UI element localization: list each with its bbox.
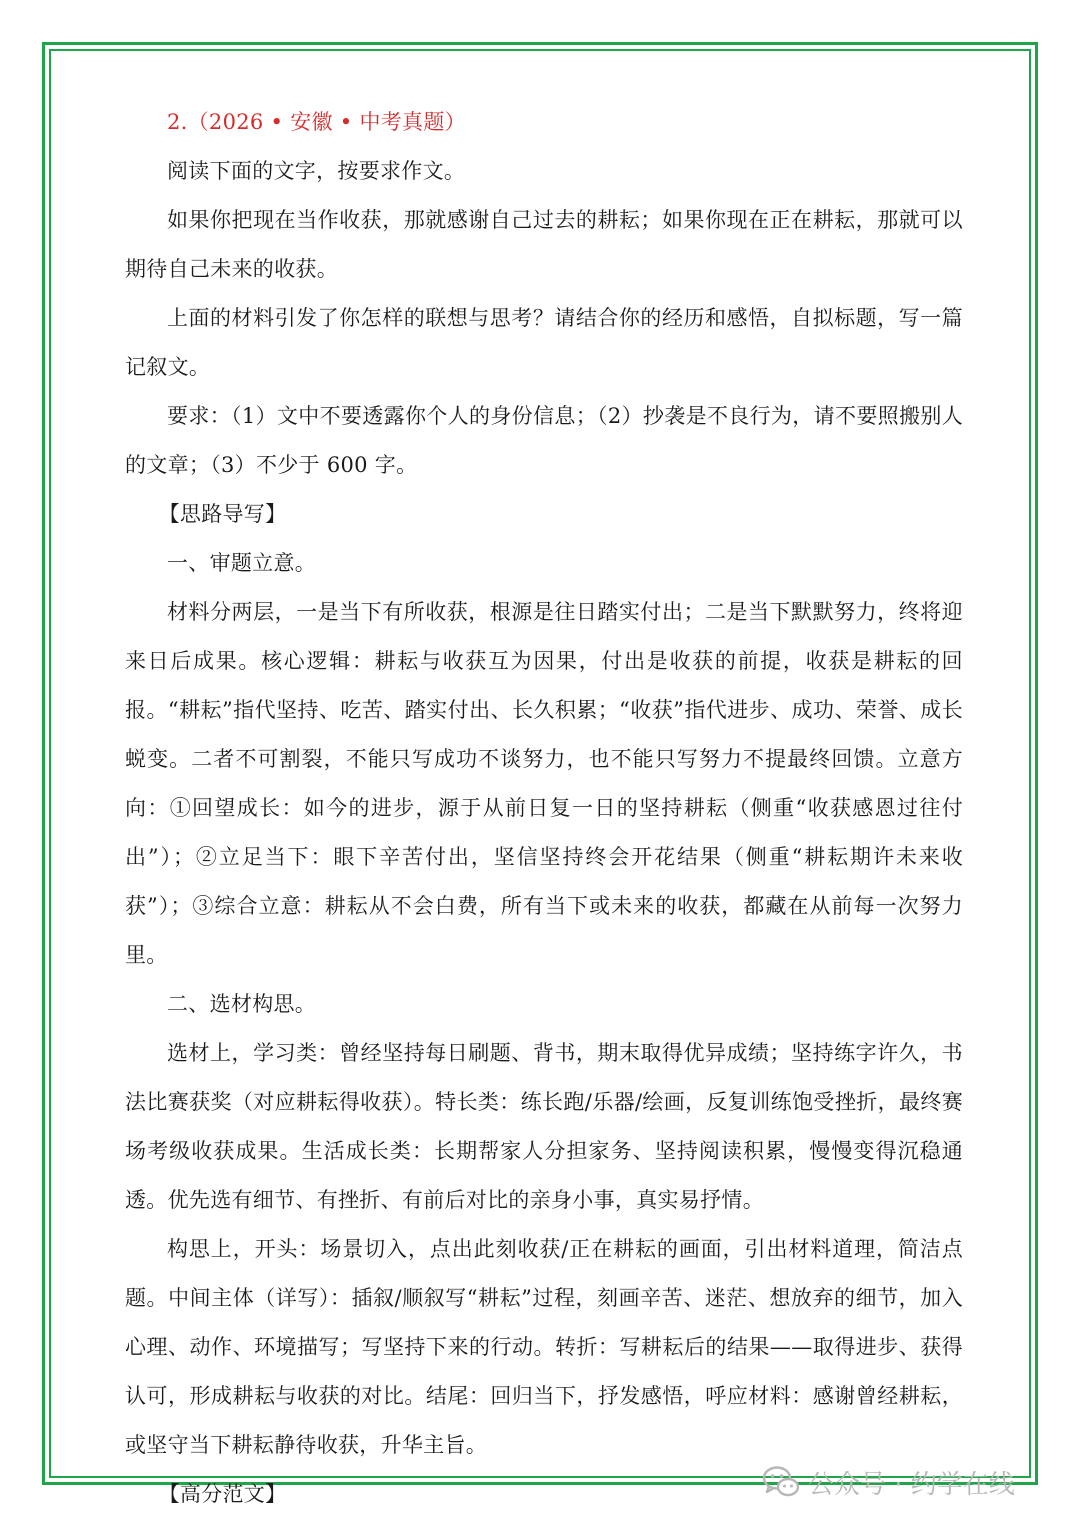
watermark bbox=[762, 1462, 1015, 1502]
requirements-paragraph: 要求：（1）文中不要透露你个人的身份信息；（2）抄袭是不良行为，请不要照搬别人的文章；（3）不少于 600 字。 bbox=[125, 404, 963, 477]
part2-structure-text: 构思上，开头：场景切入，点出此刻收获/正在耕耘的画面，引出材料道理，简洁点题。中间主体（详写）：插叙/顺叙写“耕耘”过程，刻画辛苦、迷茫、想放弃的细节，加入心理、动作、环境描写；写坚持下来的行动。转折：写耕耘后的结果——取得进步、获得认可，形成耕耘与收获的对比。结尾：回归当下，抒发感悟，呼应材料：感谢曾经耕耘，或坚守当下耕耘静待收获，升华主旨。 bbox=[125, 1237, 963, 1457]
watermark-text: 公众号 · 约学在线 bbox=[808, 1469, 1015, 1500]
part1-text: 材料分两层，一是当下有所收获，根源是往日踏实付出；二是当下默默努力，终将迎来日后成果。核心逻辑：耕耘与收获互为因果，付出是收获的前提，收获是耕耘的回报。“耕耘”指代坚持、吃苦、踏实付出、长久积累；“收获”指代进步、成功、荣誉、成长蜕变。二者不可割裂，不能只写成功不谈努力，也不能只写努力不提最终回馈。立意方向：①回望成长：如今的进步，源于从前日复一日的坚持耕耘（侧重“收获感恩过往付出”）；②立足当下：眼下辛苦付出，坚信坚持终会开花结果（侧重“耕耘期许未来收获”）；③综合立意：耕耘从不会白费，所有当下或未来的收获，都藏在从前每一次努力里。 bbox=[125, 600, 963, 967]
question-title: 2.（2026 • 安徽 • 中考真题） bbox=[167, 110, 466, 134]
part2-heading: 二、选材构思。 bbox=[167, 992, 317, 1016]
prompt-paragraph: 上面的材料引发了你怎样的联想与思考？请结合你的经历和感悟，自拟标题，写一篇记叙文。 bbox=[125, 306, 963, 379]
material-paragraph: 如果你把现在当作收获，那就感谢自己过去的耕耘；如果你现在正在耕耘，那就可以期待自己未来的收获。 bbox=[125, 208, 963, 281]
section-heading-guide: 【思路导写】 bbox=[158, 502, 287, 526]
part1-heading: 一、审题立意。 bbox=[167, 551, 317, 575]
section-heading-essay: 【高分范文】 bbox=[158, 1482, 287, 1506]
document-body bbox=[125, 98, 963, 1519]
part2-material-text: 选材上，学习类：曾经坚持每日刷题、背书，期末取得优异成绩；坚持练字许久，书法比赛获奖（对应耕耘得收获）。特长类：练长跑/乐器/绘画，反复训练饱受挫折，最终赛场考级收获成果。生活成长类：长期帮家人分担家务、坚持阅读积累，慢慢变得沉稳通透。优先选有细节、有挫折、有前后对比的亲身小事，真实易抒情。 bbox=[125, 1041, 963, 1212]
wechat-icon bbox=[762, 1465, 800, 1499]
instruction-paragraph: 阅读下面的文字，按要求作文。 bbox=[167, 159, 466, 183]
